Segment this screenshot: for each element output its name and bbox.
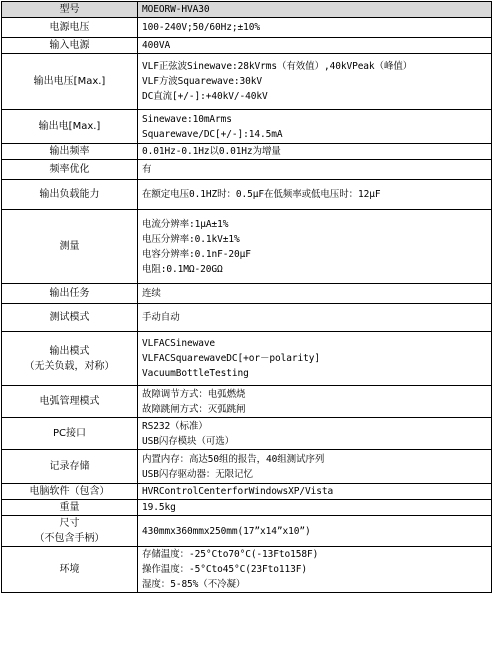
spec-row bbox=[2, 332, 492, 386]
spec-value-line: 电阻:0.1MΩ-20GΩ bbox=[142, 263, 223, 275]
spec-label: 输出负载能力 bbox=[39, 189, 100, 200]
spec-row bbox=[2, 450, 492, 484]
spec-row bbox=[2, 144, 492, 160]
spec-label: 电源电压 bbox=[49, 22, 90, 33]
spec-value-line: VLFACSquarewaveDC[+or－polarity] bbox=[142, 353, 320, 364]
spec-value-cell bbox=[138, 160, 492, 180]
spec-value-cell bbox=[138, 500, 492, 516]
spec-value-cell bbox=[138, 418, 492, 450]
spec-label: 测试模式 bbox=[49, 312, 90, 323]
spec-label: 输出电[Max.] bbox=[38, 121, 101, 132]
spec-row bbox=[2, 500, 492, 516]
spec-row bbox=[2, 386, 492, 418]
spec-label: 输出电压[Max.] bbox=[33, 76, 106, 87]
spec-label: 测量 bbox=[59, 241, 80, 252]
spec-label: 环境 bbox=[59, 564, 80, 575]
spec-row bbox=[2, 18, 492, 38]
spec-value-line: 430mmx360mmx250mm(17”x14”x10”) bbox=[142, 525, 311, 537]
spec-value-cell bbox=[138, 484, 492, 500]
spec-label-cell bbox=[2, 304, 138, 332]
spec-value-cell bbox=[138, 547, 492, 593]
spec-label-cell bbox=[2, 110, 138, 144]
spec-value-line: 0.01Hz-0.1Hz以0.01Hz为增量 bbox=[142, 146, 281, 157]
spec-row bbox=[2, 180, 492, 210]
spec-row bbox=[2, 210, 492, 284]
spec-value-cell bbox=[138, 386, 492, 418]
spec-value-line: 在额定电压0.1HZ时：0.5μF在低频率或低电压时：12μF bbox=[142, 189, 381, 200]
spec-label: 输出任务 bbox=[49, 288, 90, 299]
spec-value-line: 100-240V;50/60Hz;±10% bbox=[142, 22, 261, 33]
spec-value-line: USB闪存模块（可选） bbox=[142, 435, 235, 447]
spec-value-line: 内置内存：高达50组的报告，40组测试序列 bbox=[142, 453, 325, 465]
spec-table-body bbox=[2, 2, 492, 593]
spec-row bbox=[2, 110, 492, 144]
spec-value-cell bbox=[138, 284, 492, 304]
spec-value-line: 存储温度：-25°Cto70°C(-13Fto158F) bbox=[142, 549, 319, 560]
spec-label-cell bbox=[2, 516, 138, 547]
spec-value-cell bbox=[138, 332, 492, 386]
spec-value-line: 电流分辨率:1μA±1% bbox=[142, 218, 229, 230]
spec-label: 型号 bbox=[59, 4, 80, 15]
spec-value-line: Sinewave:10mArms bbox=[142, 113, 232, 125]
spec-value-line: VLF正弦波Sinewave:28kVrms（有效值）,40kVPeak（峰值） bbox=[142, 61, 413, 72]
spec-row bbox=[2, 160, 492, 180]
spec-label: 输出频率 bbox=[49, 146, 90, 157]
spec-value-line: RS232（标准） bbox=[142, 420, 208, 432]
spec-value-line: 电容分辨率:0.1nF-20μF bbox=[142, 248, 251, 260]
spec-label-cell bbox=[2, 144, 138, 160]
spec-label-cell bbox=[2, 160, 138, 180]
spec-value-line: VLFACSinewave bbox=[142, 338, 216, 349]
spec-value-line: 故障调节方式：电弧燃烧 bbox=[142, 388, 246, 400]
spec-label: 重量 bbox=[59, 502, 80, 513]
spec-value-cell bbox=[138, 54, 492, 110]
spec-label: 电脑软件（包含） bbox=[29, 486, 110, 497]
spec-label-cell bbox=[2, 54, 138, 110]
spec-value-line: 有 bbox=[142, 164, 152, 175]
spec-value-cell bbox=[138, 110, 492, 144]
spec-value-line: 电压分辨率:0.1kV±1% bbox=[142, 233, 240, 245]
spec-label-cell bbox=[2, 2, 138, 18]
spec-row bbox=[2, 547, 492, 593]
spec-row bbox=[2, 54, 492, 110]
spec-label: 频率优化 bbox=[49, 164, 90, 175]
spec-value-line: 19.5kg bbox=[142, 502, 176, 513]
spec-value-line: 手动自动 bbox=[142, 312, 180, 323]
spec-value-line: 400VA bbox=[142, 40, 171, 51]
spec-label: （不包含手柄） bbox=[34, 533, 105, 544]
spec-value-line: MOEORW-HVA30 bbox=[142, 4, 210, 15]
spec-row bbox=[2, 304, 492, 332]
spec-label: 记录存储 bbox=[49, 461, 90, 472]
spec-label-cell bbox=[2, 547, 138, 593]
spec-value-line: 故障跳闸方式：灭弧跳闸 bbox=[142, 403, 246, 415]
spec-value-line: VacuumBottleTesting bbox=[142, 368, 249, 379]
spec-label-cell bbox=[2, 386, 138, 418]
spec-value-cell bbox=[138, 304, 492, 332]
spec-label-cell bbox=[2, 500, 138, 516]
spec-label: PC接口 bbox=[52, 428, 86, 439]
spec-value-line: USB闪存驱动器：无限记忆 bbox=[142, 468, 253, 480]
spec-value-line: VLF方波Squarewave:30kV bbox=[142, 76, 262, 87]
spec-value-cell bbox=[138, 210, 492, 284]
spec-value-cell bbox=[138, 18, 492, 38]
spec-label-cell bbox=[2, 450, 138, 484]
spec-label-cell bbox=[2, 38, 138, 54]
spec-label-cell bbox=[2, 284, 138, 304]
spec-row bbox=[2, 516, 492, 547]
spec-value-line: 操作温度：-5°Cto45°C(23Fto113F) bbox=[142, 564, 308, 575]
spec-label: 输出模式 bbox=[49, 345, 90, 357]
spec-label-cell bbox=[2, 180, 138, 210]
spec-value-cell bbox=[138, 516, 492, 547]
spec-label-cell bbox=[2, 332, 138, 386]
spec-value-cell bbox=[138, 38, 492, 54]
spec-row bbox=[2, 418, 492, 450]
spec-label-cell bbox=[2, 210, 138, 284]
spec-row bbox=[2, 284, 492, 304]
spec-row bbox=[2, 484, 492, 500]
spec-value-line: 连续 bbox=[142, 288, 161, 299]
spec-value-line: 湿度：5-85%（不冷凝） bbox=[142, 579, 246, 590]
spec-label-cell bbox=[2, 18, 138, 38]
spec-value-cell bbox=[138, 144, 492, 160]
spec-row bbox=[2, 38, 492, 54]
spec-value-line: DC直流[+/-]:+40kV/-40kV bbox=[142, 91, 268, 102]
spec-table bbox=[1, 1, 492, 593]
spec-row bbox=[2, 2, 492, 18]
spec-label-cell bbox=[2, 484, 138, 500]
spec-label: 电弧管理模式 bbox=[39, 396, 100, 407]
spec-value-cell bbox=[138, 450, 492, 484]
spec-value-line: Squarewave/DC[+/-]:14.5mA bbox=[142, 128, 283, 140]
spec-label: （无关负载，对称） bbox=[24, 360, 115, 372]
spec-label: 输入电源 bbox=[49, 40, 90, 51]
spec-value-cell bbox=[138, 180, 492, 210]
spec-value-cell bbox=[138, 2, 492, 18]
spec-label: 尺寸 bbox=[59, 518, 80, 529]
spec-label-cell bbox=[2, 418, 138, 450]
spec-value-line: HVRControlCenterforWindowsXP/Vista bbox=[142, 486, 334, 497]
